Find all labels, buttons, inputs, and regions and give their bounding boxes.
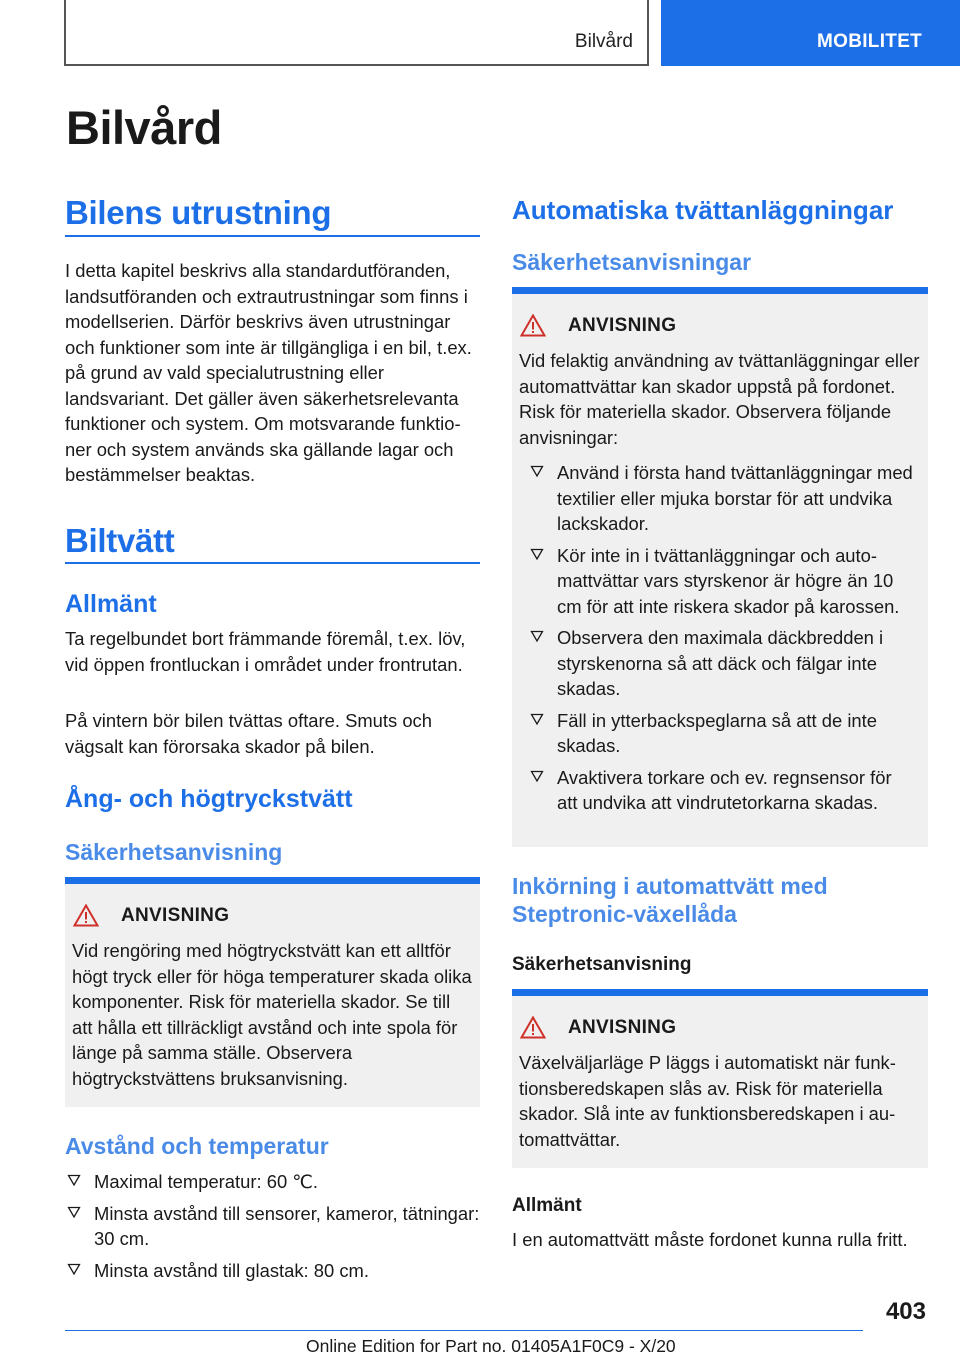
warning-title: ANVISNING <box>568 314 677 336</box>
heading-rule <box>65 235 480 237</box>
bullet-triangle-icon <box>530 769 544 783</box>
page-number: 403 <box>885 1298 926 1325</box>
warning-box-car-wash <box>512 287 928 847</box>
heading-avstand-temperatur: Avstånd och temperatur <box>65 1133 329 1159</box>
paragraph-general-1: Ta regelbundet bort främmande föremål, t.ex. löv, vid öppen frontluckan i området under frontrutan. <box>65 628 466 675</box>
list-item: Minsta avstånd till sensorer, kameror, tätningar: 30 cm. <box>65 1201 480 1252</box>
bullet-triangle-icon <box>530 547 544 561</box>
heading-sakerhetsanvisning-2: Säkerhetsanvisning <box>512 954 692 975</box>
warning-triangle-icon <box>520 314 546 337</box>
warning-box-high-pressure <box>65 877 480 1107</box>
footer-rule <box>65 1330 863 1331</box>
header-chapter-label: MOBILITET <box>817 31 923 52</box>
bullet-triangle-icon <box>530 629 544 643</box>
car-wash-instructions-list <box>528 460 916 822</box>
heading-allmant: Allmänt <box>65 590 157 618</box>
bullet-triangle-icon <box>530 712 544 726</box>
paragraph-general-right: I en automattvätt måste fordonet kunna rulla fritt. <box>512 1229 908 1250</box>
warning-box-steptronic <box>512 989 928 1168</box>
header-section-box <box>64 0 649 66</box>
bullet-triangle-icon <box>67 1173 81 1187</box>
header-chapter-tab[interactable] <box>661 0 960 66</box>
bullet-triangle-icon <box>67 1262 81 1276</box>
warning-text: Vid rengöring med högtryckstvätt kan ett alltför högt tryck eller för höga temperaturer skada olika komponenter. Risk för materiella skador. Se till att hålla ett tillräckligt avstånd och inte spola för länge på samma ställe. Observera högtryckstvättens bruksanvisning. <box>72 940 472 1089</box>
page-title: Bilvård <box>66 101 222 154</box>
list-item: Fäll in ytterbackspeglarna så att de inte skadas. <box>528 708 916 759</box>
list-item: Minsta avstånd till glastak: 80 cm. <box>65 1258 480 1284</box>
header-section-title: Bilvård <box>574 31 633 52</box>
list-item: Använd i första hand tvättanläggningar med textilier eller mjuka borstar för att undvika lackskador. <box>528 460 916 537</box>
heading-allmant-2: Allmänt <box>512 1195 582 1216</box>
list-item: Observera den maximala däckbredden i styrskenorna så att däck och fälgar inte skadas. <box>528 625 916 702</box>
bullet-triangle-icon <box>67 1205 81 1219</box>
paragraph-equipment: I detta kapitel beskrivs alla standardutföranden, landsutföranden och extrautrustningar som finns i modellserien. Därför beskrivs även utrustningar och funktioner som inte är tillgängliga i en bil, t.ex. på grund av vald specialutrustning eller landsvariant. Det gäller även säkerhetsrelevanta funktioner och system. Om motsvarande funktioner och system används ska gällande lagar och bestämmelser beaktas. <box>65 260 472 485</box>
heading-steptronic: Inkörning i automattvätt med Steptronic-växellåda <box>512 873 828 927</box>
list-item: Kör inte in i tvättanläggningar och automattvättar vars styrskenor är högre än 10 cm för att inte riskera skador på karossen. <box>528 543 916 620</box>
warning-title: ANVISNING <box>121 904 230 926</box>
bullet-triangle-icon <box>530 464 544 478</box>
warning-triangle-icon <box>73 904 99 927</box>
warning-title: ANVISNING <box>568 1016 677 1038</box>
heading-rule <box>65 562 480 564</box>
warning-text: Växelväljarläge P läggs i automatiskt när funktionsberedskapen slås av. Risk för materiella skador. Slå inte av funktionsberedskapen i automattvättar. <box>519 1052 896 1150</box>
warning-triangle-icon <box>520 1016 546 1039</box>
footer-edition: Online Edition for Part no. 01405A1F0C9 - X/20 <box>306 1336 676 1356</box>
paragraph-general-2: På vintern bör bilen tvättas oftare. Smuts och vägsalt kan förorsaka skador på bilen. <box>65 710 432 757</box>
warning-text: Vid felaktig användning av tvättanläggningar eller automattvättar kan skador uppstå på fordonet. Risk för materiella skador. Observera följande anvisningar: <box>519 350 920 448</box>
list-item: Avaktivera torkare och ev. regnsensor för att undvika att vindrutetorkarna skadas. <box>528 765 916 816</box>
heading-sakerhetsanvisningar: Säkerhetsanvisningar <box>512 249 752 275</box>
heading-sakerhetsanvisning: Säkerhetsanvisning <box>65 839 283 865</box>
heading-automatiska-tvattanlaggningar: Automatiska tvättanläggningar <box>512 195 894 225</box>
heading-bilens-utrustning: Bilens utrustning <box>65 194 332 231</box>
heading-biltvatt: Biltvätt <box>65 522 175 559</box>
list-item: Maximal temperatur: 60 ℃. <box>65 1169 480 1195</box>
heading-ang-hogtryck: Ång- och högtryckstvätt <box>65 785 353 813</box>
distance-list <box>65 1169 480 1289</box>
